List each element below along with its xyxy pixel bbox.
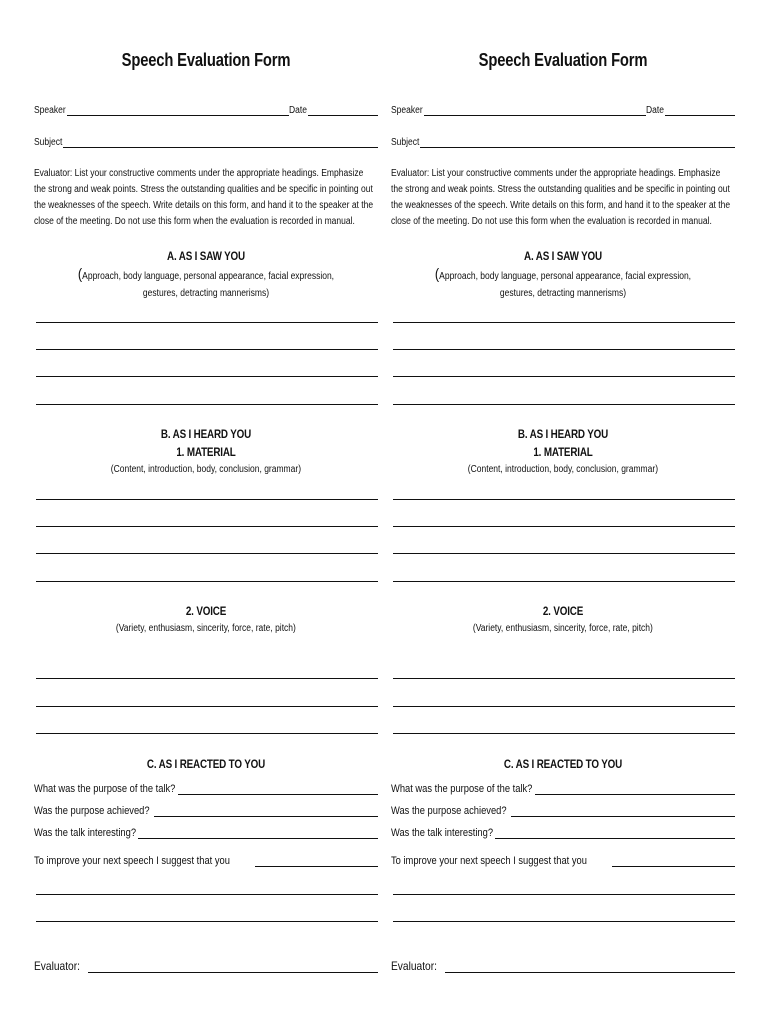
- evaluator-instructions: Evaluator: List your constructive comments under the appropriate headings. Emphasize the strong and weak points. Stress the outstanding qualities and be specific in pointing out the weaknesses of the speech. Write details on this form, and hand it to the speaker at the close of the meeting. Do not use this form when the evaluation is recorded in manual.: [391, 168, 731, 227]
- material-answer-line[interactable]: [393, 499, 735, 500]
- voice-answer-line[interactable]: [393, 733, 735, 734]
- section-c-heading: C. AS I REACTED TO YOU: [146, 757, 266, 771]
- improve-answer-line[interactable]: [36, 921, 378, 922]
- speaker-label: Speaker: [34, 105, 66, 116]
- subject-label: Subject: [391, 137, 420, 148]
- improve-question-row: [34, 853, 378, 867]
- date-label: Date: [646, 105, 665, 116]
- section-a-answer-line[interactable]: [36, 322, 378, 323]
- speaker-date-row: [391, 102, 735, 116]
- section-a-answer-line[interactable]: [36, 404, 378, 405]
- evaluator-instructions: Evaluator: List your constructive comments under the appropriate headings. Emphasize the strong and weak points. Stress the outstanding qualities and be specific in pointing out the weaknesses of the speech. Write details on this form, and hand it to the speaker at the close of the meeting. Do not use this form when the evaluation is recorded in manual.: [34, 168, 374, 227]
- material-answer-line[interactable]: [393, 581, 735, 582]
- interesting-answer-field[interactable]: [138, 826, 378, 839]
- section-a-subtitle-text: Approach, body language, personal appearance, facial expression, gestures, detracting mannerisms): [439, 271, 692, 299]
- purpose-question: What was the purpose of the talk?: [34, 783, 176, 795]
- improve-answer-field[interactable]: [255, 854, 378, 867]
- material-heading: 1. MATERIAL: [533, 445, 593, 459]
- improve-answer-line[interactable]: [393, 921, 735, 922]
- form-title: Speech Evaluation Form: [478, 50, 648, 70]
- achieved-question-row: [391, 803, 735, 817]
- section-c-heading: C. AS I REACTED TO YOU: [503, 757, 623, 771]
- evaluator-signature-row: [391, 955, 735, 973]
- achieved-question: Was the purpose achieved?: [34, 805, 150, 817]
- section-a-subtitle: [391, 266, 735, 302]
- achieved-answer-field[interactable]: [511, 804, 735, 817]
- section-a-answer-line[interactable]: [36, 376, 378, 377]
- section-a-heading: A. AS I SAW YOU: [524, 249, 602, 263]
- improve-answer-line[interactable]: [393, 894, 735, 895]
- interesting-question-row: [391, 825, 735, 839]
- subject-field[interactable]: [420, 136, 735, 148]
- material-subtitle: [34, 461, 378, 478]
- material-answer-line[interactable]: [36, 553, 378, 554]
- voice-subtitle-text: (Variety, enthusiasm, sincerity, force, rate, pitch): [116, 623, 296, 634]
- section-a-answer-line[interactable]: [36, 349, 378, 350]
- speaker-field[interactable]: [67, 104, 289, 116]
- voice-answer-line[interactable]: [36, 678, 378, 679]
- voice-subtitle: [34, 620, 378, 637]
- material-answer-line[interactable]: [36, 526, 378, 527]
- purpose-answer-field[interactable]: [535, 782, 735, 795]
- voice-heading: 2. VOICE: [185, 604, 227, 618]
- speaker-label: Speaker: [391, 105, 423, 116]
- section-b-heading: B. AS I HEARD YOU: [160, 427, 252, 441]
- interesting-answer-field[interactable]: [495, 826, 735, 839]
- material-answer-line[interactable]: [393, 553, 735, 554]
- date-field[interactable]: [665, 104, 735, 116]
- section-a-heading: A. AS I SAW YOU: [167, 249, 245, 263]
- interesting-question: Was the talk interesting?: [34, 827, 137, 839]
- improve-answer-line[interactable]: [36, 894, 378, 895]
- improve-question: To improve your next speech I suggest that you: [34, 855, 230, 867]
- date-label: Date: [289, 105, 308, 116]
- section-a-open-paren: (: [77, 266, 83, 283]
- improve-question-row: [391, 853, 735, 867]
- speaker-date-row: [34, 102, 378, 116]
- section-a-open-paren: (: [434, 266, 440, 283]
- evaluation-form-right: [391, 0, 735, 1024]
- evaluator-label: Evaluator:: [391, 959, 437, 973]
- evaluation-form-left: [34, 0, 378, 1024]
- section-a-answer-line[interactable]: [393, 376, 735, 377]
- material-answer-line[interactable]: [36, 499, 378, 500]
- material-subtitle-text: (Content, introduction, body, conclusion, grammar): [467, 464, 659, 475]
- section-a-subtitle: [34, 266, 378, 302]
- section-a-answer-line[interactable]: [393, 322, 735, 323]
- material-heading: 1. MATERIAL: [176, 445, 236, 459]
- improve-answer-field[interactable]: [612, 854, 735, 867]
- voice-answer-line[interactable]: [393, 706, 735, 707]
- subject-label: Subject: [34, 137, 63, 148]
- date-field[interactable]: [308, 104, 378, 116]
- voice-answer-line[interactable]: [36, 733, 378, 734]
- material-subtitle-text: (Content, introduction, body, conclusion, grammar): [110, 464, 302, 475]
- voice-answer-line[interactable]: [36, 706, 378, 707]
- achieved-question-row: [34, 803, 378, 817]
- material-answer-line[interactable]: [393, 526, 735, 527]
- interesting-question: Was the talk interesting?: [391, 827, 494, 839]
- purpose-question: What was the purpose of the talk?: [391, 783, 533, 795]
- subject-row: [391, 134, 735, 148]
- material-answer-line[interactable]: [36, 581, 378, 582]
- subject-row: [34, 134, 378, 148]
- interesting-question-row: [34, 825, 378, 839]
- evaluator-signature-row: [34, 955, 378, 973]
- voice-answer-line[interactable]: [393, 678, 735, 679]
- speaker-field[interactable]: [424, 104, 646, 116]
- material-subtitle: [391, 461, 735, 478]
- section-a-subtitle-text: Approach, body language, personal appearance, facial expression, gestures, detracting mannerisms): [82, 271, 335, 299]
- section-a-answer-line[interactable]: [393, 349, 735, 350]
- voice-subtitle-text: (Variety, enthusiasm, sincerity, force, rate, pitch): [473, 623, 653, 634]
- evaluator-signature-field[interactable]: [445, 958, 735, 973]
- section-b-heading: B. AS I HEARD YOU: [517, 427, 609, 441]
- achieved-answer-field[interactable]: [154, 804, 378, 817]
- form-title: Speech Evaluation Form: [121, 50, 291, 70]
- subject-field[interactable]: [63, 136, 378, 148]
- achieved-question: Was the purpose achieved?: [391, 805, 507, 817]
- evaluator-signature-field[interactable]: [88, 958, 378, 973]
- purpose-answer-field[interactable]: [178, 782, 378, 795]
- purpose-question-row: [391, 781, 735, 795]
- purpose-question-row: [34, 781, 378, 795]
- evaluator-label: Evaluator:: [34, 959, 80, 973]
- improve-question: To improve your next speech I suggest that you: [391, 855, 587, 867]
- voice-subtitle: [391, 620, 735, 637]
- voice-heading: 2. VOICE: [542, 604, 584, 618]
- section-a-answer-line[interactable]: [393, 404, 735, 405]
